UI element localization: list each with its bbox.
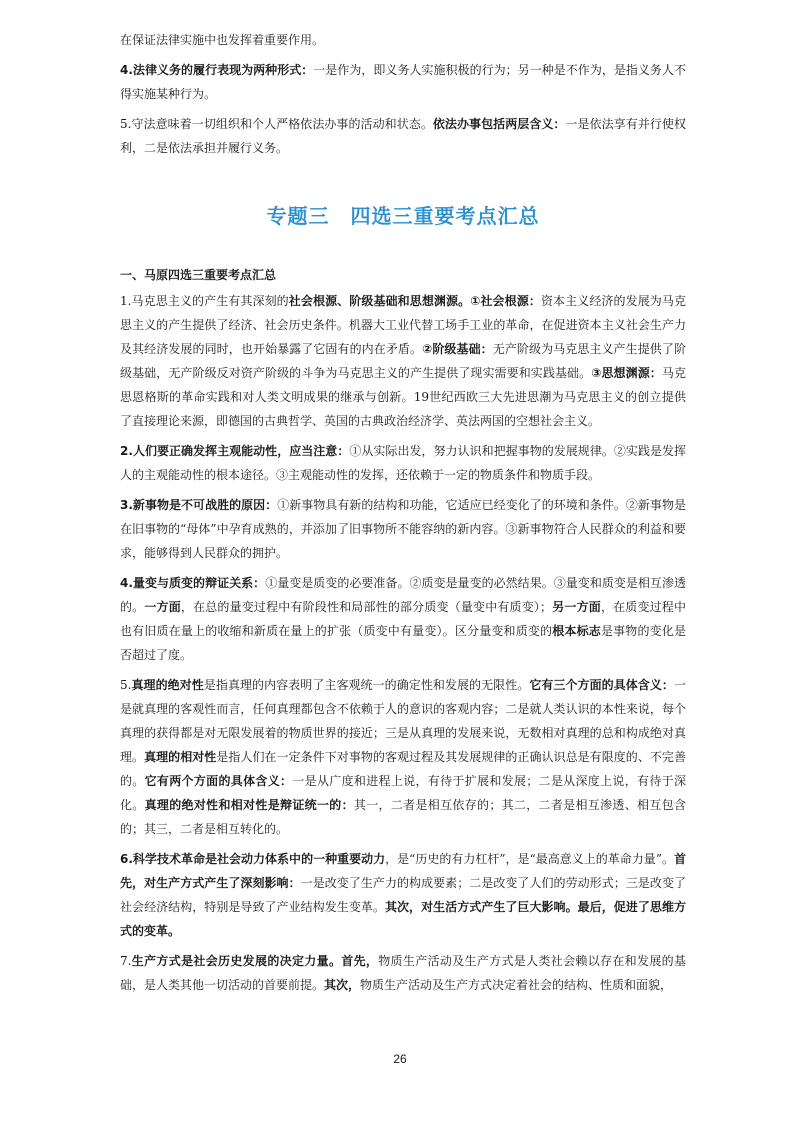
item-7-mode-of-production-run: 其次， <box>324 978 361 992</box>
point-4-legal-obligation-run: 4.法律义务的履行表现为两种形式： <box>120 63 314 77</box>
item-1-origins-run: 1.马克思主义的产生有其深刻的 <box>120 294 289 308</box>
item-6-technology-run: 首先，对生产方式产生了深刻影响： <box>120 852 686 890</box>
item-1-origins-run: 无产阶级为马克思主义产生提供了阶级基础，无产阶级反对资产阶级的斗争为马克思主义的产生提供了现实需要和实践基础。 <box>120 342 686 380</box>
item-5-truth-run: 一是就真理的客观性而言，任何真理都包含不依赖于人的意识的客观内容；二是就人类认识的本性来说，每个真理的获得都是对无限发展着的物质世界的接近；三是从真理的发展来说，无数相对真理的总和构成绝对真理。 <box>120 678 686 764</box>
item-6-technology <box>120 847 686 943</box>
point-5-law-abiding-run: 一是依法享有并行使权利，二是依法承担并履行义务。 <box>120 117 686 155</box>
item-4-quantity-quality-run: 根本标志 <box>552 624 601 638</box>
item-7-mode-of-production-run: 物质生产活动及生产方式决定着社会的结构、性质和面貌， <box>360 978 673 992</box>
item-2-subjective-initiative <box>120 439 686 487</box>
item-1-origins-run: 资本主义经济的发展为马克思主义的产生提供了经济、社会历史条件。机器大工业代替工场手工业的革命，在促进资本主义社会生产力及其经济发展的同时，也开始暴露了它固有的内在矛盾。 <box>120 294 686 356</box>
item-4-quantity-quality-run: ①量变是质变的必要准备。②质变是量变的必然结果。③量变和质变是相互渗透的。 <box>120 576 686 614</box>
item-1-origins-run: ②阶级基础： <box>422 342 493 356</box>
item-7-mode-of-production <box>120 949 686 997</box>
section-title: 专题三 四选三重要考点汇总 <box>266 204 540 228</box>
item-4-quantity-quality-run: 另一方面 <box>552 600 601 614</box>
item-5-truth-run: 5. <box>120 678 132 692</box>
item-1-origins <box>120 289 686 433</box>
item-5-truth-run: 真理的相对性 <box>144 750 217 764</box>
point-5-law-abiding-run: 5.守法意味着一切组织和个人严格依法办事的活动和状态。 <box>120 117 433 131</box>
item-7-mode-of-production-run: 生产方式是社会历史发展的决定力量。首先， <box>131 954 379 968</box>
point-5-law-abiding <box>120 112 686 160</box>
item-5-truth-run: 是指人们在一定条件下对事物的客观过程及其发展规律的正确认识总是有限度的、不完善的。 <box>120 750 686 788</box>
item-5-truth-run: 真理的绝对性和相对性是辩证统一的： <box>144 798 354 812</box>
item-1-origins-run: ③思想渊源： <box>591 366 662 380</box>
item-2-subjective-initiative-run: 2.人们要正确发挥主观能动性，应当注意： <box>120 444 350 458</box>
item-2-subjective-initiative-run: ①从实际出发，努力认识和把握事物的发展规律。②实践是发挥人的主观能动性的根本途径。③主观能动性的发挥，还依赖于一定的物质条件和物质手段。 <box>120 444 686 482</box>
item-3-new-things-run: 3.新事物是不可战胜的原因： <box>120 498 278 512</box>
item-4-quantity-quality-run: ，在总的量变过程中有阶段性和局部性的部分质变（量变中有质变）； <box>180 600 553 614</box>
item-5-truth <box>120 673 686 841</box>
intro-paragraph-tail-run: 在保证法律实施中也发挥着重要作用。 <box>120 33 325 47</box>
item-6-technology-run: 6.科学技术革命是社会动力体系中的一种重要动力 <box>120 852 386 866</box>
item-3-new-things-run: ①新事物具有新的结构和功能，它适应已经变化了的环境和条件。②新事物是在旧事物的“母体”中孕育成熟的，并添加了旧事物所不能容纳的新内容。③新事物符合人民群众的利益和要求，能够得到人民群众的拥护。 <box>120 498 686 560</box>
intro-paragraph-tail <box>120 28 686 52</box>
item-1-origins-run: 社会根源、阶级基础和思想渊源。①社会根源： <box>288 294 541 308</box>
item-5-truth-run: 真理的绝对性 <box>131 678 204 692</box>
point-5-law-abiding-run: 依法办事包括两层含义： <box>432 117 566 131</box>
point-4-legal-obligation <box>120 58 686 106</box>
item-6-technology-run: 一是改变了生产力的构成要素；二是改变了人们的劳动形式；三是改变了社会经济结构，特别是导致了产业结构发生变革。 <box>120 876 686 914</box>
page-number: 26 <box>393 1052 407 1066</box>
item-5-truth-run: 它有三个方面的具体含义： <box>529 678 674 692</box>
item-3-new-things <box>120 493 686 565</box>
item-4-quantity-quality-run: ，在质变过程中也有旧质在量上的收缩和新质在量上的扩张（质变中有量变）。区分量变和质变的 <box>120 600 686 638</box>
item-5-truth-run: 一是从广度和进程上说，有待于扩展和发展；二是从深度上说，有待于深化。 <box>120 774 686 812</box>
item-7-mode-of-production-run: 物质生产活动及生产方式是人类社会赖以存在和发展的基础，是人类其他一切活动的首要前提。 <box>120 954 686 992</box>
page-content <box>120 28 686 1003</box>
subsection-heading: 一、马原四选三重要考点汇总 <box>120 268 277 282</box>
item-6-technology-run: ，是“历史的有力杠杆”，是“最高意义上的革命力量”。 <box>385 852 674 866</box>
item-1-origins-run: 马克思恩格斯的革命实践和对人类文明成果的继承与创新。19世纪西欧三大先进思潮为马克思主义的创立提供了直接理论来源，即德国的古典哲学、英国的古典政治经济学、英法两国的空想社会主义。 <box>120 366 686 428</box>
item-5-truth-run: 是指真理的内容表明了主客观统一的确定性和发展的无限性。 <box>203 678 530 692</box>
key-points-list <box>120 289 686 997</box>
item-5-truth-run: 它有两个方面的具体含义： <box>144 774 293 788</box>
item-6-technology-run: 其次，对生活方式产生了巨大影响。最后，促进了思维方式的变革。 <box>120 900 686 938</box>
item-7-mode-of-production-run: 7. <box>120 954 132 968</box>
item-4-quantity-quality-run: 一方面 <box>144 600 181 614</box>
item-4-quantity-quality-run: 是事物的变化是否超过了度。 <box>120 624 686 662</box>
point-4-legal-obligation-run: 一是作为，即义务人实施积极的行为；另一种是不作为，是指义务人不得实施某种行为。 <box>120 63 686 101</box>
item-4-quantity-quality <box>120 571 686 667</box>
item-5-truth-run: 其一，二者是相互依存的；其二，二者是相互渗透、相互包含的；其三，二者是相互转化的。 <box>120 798 686 836</box>
item-4-quantity-quality-run: 4.量变与质变的辩证关系： <box>120 576 266 590</box>
top-paragraphs <box>120 28 686 160</box>
